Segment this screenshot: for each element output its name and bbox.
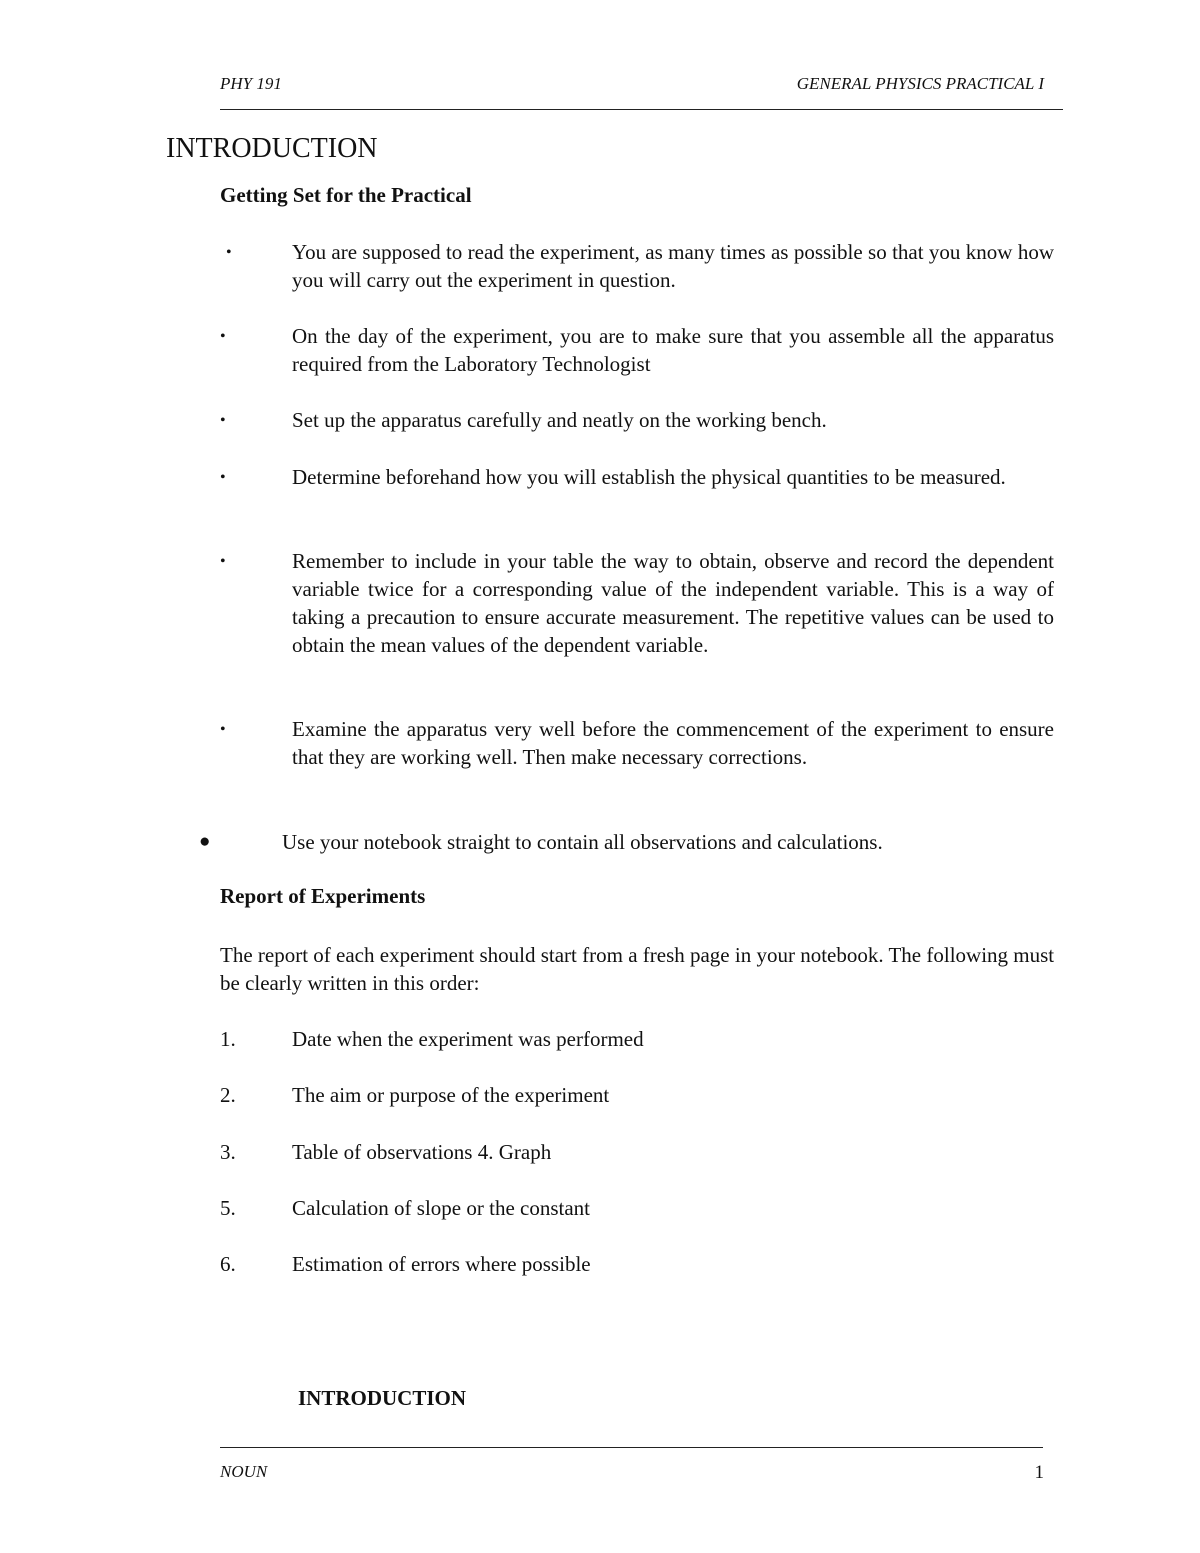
list-number: 6. [220,1252,236,1276]
list-item-text: Table of observations 4. Graph [292,1140,552,1164]
bullet-text-3: Set up the apparatus carefully and neatly on the working bench. [292,408,827,432]
bullet-text-7: Use your notebook straight to contain all observations and calculations. [282,830,883,854]
list-number: 5. [220,1196,236,1220]
list-number: 3. [220,1140,236,1164]
bullet-marker: • [226,244,232,261]
section-heading-report: Report of Experiments [220,884,426,908]
bullet-marker: • [220,328,226,345]
bullet-marker: • [220,412,226,429]
header-rule [220,109,1063,110]
bullet-text-5: Remember to include in your table the way to obtain, observe and record the dependent variable twice for a corresponding value of the independent variable. This is a way of taking a precaution to ensure accurate measurement. The repetitive values can be used to obtain the mean values of the dependent variable. [292,549,1054,657]
list-number: 1. [220,1027,236,1051]
footer-rule [220,1447,1043,1448]
footer-publisher: NOUN [220,1462,268,1481]
bullet-text-6: Examine the apparatus very well before the commencement of the experiment to ensure that they are working well. Then make necessary corrections. [292,717,1054,769]
bullet-text-4: Determine beforehand how you will establish the physical quantities to be measured. [292,465,1006,489]
bullet-marker: • [220,553,226,570]
list-item-text: Date when the experiment was performed [292,1027,644,1051]
bullet-marker: • [220,469,226,486]
report-paragraph: The report of each experiment should start from a fresh page in your notebook. The following must be clearly written in this order: [220,943,1055,995]
closing-heading: INTRODUCTION [298,1386,467,1410]
bullet-marker: • [220,721,226,738]
section-heading-getting-set: Getting Set for the Practical [220,183,472,207]
footer-page-number: 1 [1034,1462,1044,1483]
bullet-marker-large: ● [199,831,211,852]
list-number: 2. [220,1083,236,1107]
header-course-title: GENERAL PHYSICS PRACTICAL I [796,74,1044,93]
header-course-code: PHY 191 [220,74,282,93]
list-item-text: Estimation of errors where possible [292,1252,591,1276]
list-item-text: The aim or purpose of the experiment [292,1083,610,1107]
bullet-text-2: On the day of the experiment, you are to make sure that you assemble all the apparatus required from the Laboratory Technologist [292,324,1054,376]
page-title: INTRODUCTION [166,133,378,164]
bullet-text-1: You are supposed to read the experiment, as many times as possible so that you know how you will carry out the experiment in question. [292,240,1054,292]
list-item-text: Calculation of slope or the constant [292,1196,591,1220]
